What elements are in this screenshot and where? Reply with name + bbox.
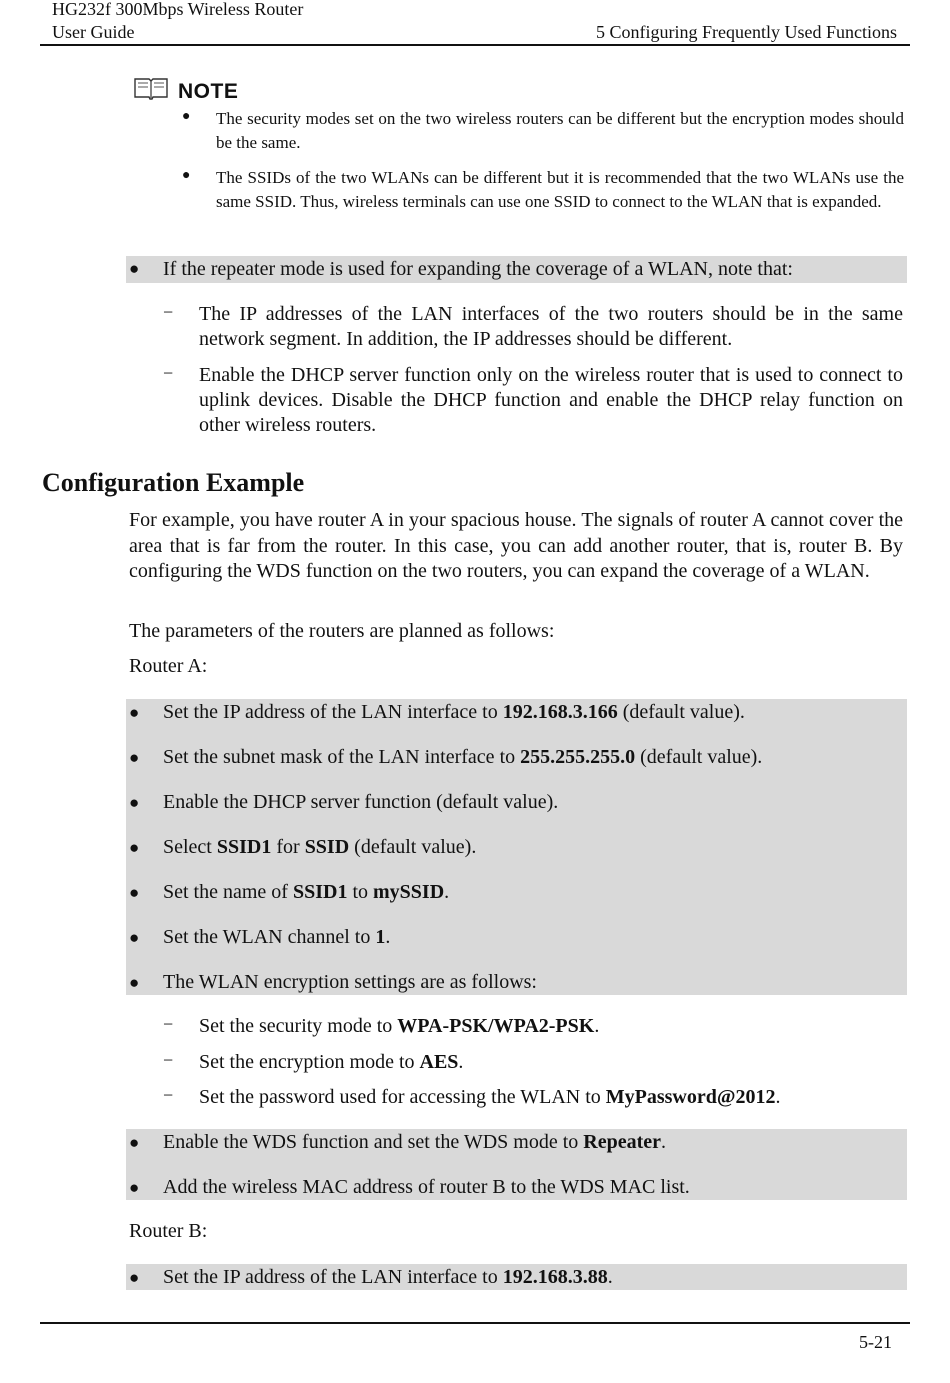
bullet-glyph: ● xyxy=(129,1268,140,1287)
section-heading: Configuration Example xyxy=(42,468,305,497)
note-item: The SSIDs of the two WLANs can be different but it is recommended that the two WLANs use the same SSID. Thus, wireless terminals can use one SSID to connect to the WLAN that is expanded. xyxy=(216,168,904,211)
repeater-bullet-text: If the repeater mode is used for expanding the coverage of a WLAN, note that: xyxy=(163,258,793,280)
bullet-glyph: ● xyxy=(129,973,140,992)
router-a-label: Router A: xyxy=(129,655,208,677)
dash-glyph: − xyxy=(163,363,174,383)
bullet-glyph: ● xyxy=(129,703,140,722)
encryption-sub-item: Set the security mode to WPA-PSK/WPA2-PSK. xyxy=(199,1015,600,1037)
bullet-glyph: ● xyxy=(129,838,140,857)
bullet-glyph: ● xyxy=(129,748,140,767)
header-rule xyxy=(40,44,910,46)
bullet-glyph: ● xyxy=(129,1178,140,1197)
note-label: NOTE xyxy=(178,80,239,103)
router-a-item: Select SSID1 for SSID (default value). xyxy=(163,836,477,858)
header-chapter: 5 Configuring Frequently Used Functions xyxy=(596,22,897,42)
router-a-item: Set the WLAN channel to 1. xyxy=(163,926,391,948)
encryption-sub-item: Set the password used for accessing the WLAN to MyPassword@2012. xyxy=(199,1086,781,1108)
repeater-sub-item: The IP addresses of the LAN interfaces of the two routers should be in the same network segment. In addition, the IP addresses should be different. xyxy=(199,303,903,350)
bullet-glyph: ● xyxy=(129,883,140,902)
bullet-glyph: ● xyxy=(129,1133,140,1152)
router-a-item: Set the IP address of the LAN interface to 192.168.3.166 (default value). xyxy=(163,701,745,723)
router-a-item: Add the wireless MAC address of router B to the WDS MAC list. xyxy=(163,1176,690,1198)
router-b-label: Router B: xyxy=(129,1220,208,1242)
book-icon xyxy=(133,76,169,100)
header-doc: User Guide xyxy=(52,22,135,42)
router-a-item: Enable the WDS function and set the WDS mode to Repeater. xyxy=(163,1131,667,1153)
header-product: HG232f 300Mbps Wireless Router xyxy=(52,0,304,19)
router-a-item: Set the name of SSID1 to mySSID. xyxy=(163,881,450,903)
bullet-glyph: ● xyxy=(129,259,140,278)
dash-glyph: − xyxy=(163,1050,174,1070)
page-number: 5-21 xyxy=(859,1332,892,1352)
bullet-glyph: ● xyxy=(129,793,140,812)
encryption-sub-item: Set the encryption mode to AES. xyxy=(199,1051,464,1073)
repeater-sub-item: Enable the DHCP server function only on the wireless router that is used to connect to uplink devices. Disable the DHCP function and enable the DHCP relay function on other wireless routers. xyxy=(199,364,903,436)
note-bullet: ● xyxy=(182,168,191,183)
footer-rule xyxy=(40,1322,910,1324)
dash-glyph: − xyxy=(163,302,174,322)
bullet-glyph: ● xyxy=(129,928,140,947)
router-a-item: Set the subnet mask of the LAN interface to 255.255.255.0 (default value). xyxy=(163,746,763,768)
dash-glyph: − xyxy=(163,1085,174,1105)
router-a-item: The WLAN encryption settings are as follows: xyxy=(163,971,537,993)
intro-paragraph: For example, you have router A in your spacious house. The signals of router A cannot cover the area that is far from the router. In this case, you can add another router, that is, router B. By configuring the WDS function on the two routers, you can expand the coverage of a WLAN. xyxy=(129,509,903,582)
params-paragraph: The parameters of the routers are planned as follows: xyxy=(129,620,555,642)
dash-glyph: − xyxy=(163,1014,174,1034)
note-bullet: ● xyxy=(182,109,191,124)
router-a-item: Enable the DHCP server function (default value). xyxy=(163,791,559,813)
router-b-item: Set the IP address of the LAN interface to 192.168.3.88. xyxy=(163,1266,613,1288)
note-item: The security modes set on the two wireless routers can be different but the encryption modes should be the same. xyxy=(216,109,904,152)
